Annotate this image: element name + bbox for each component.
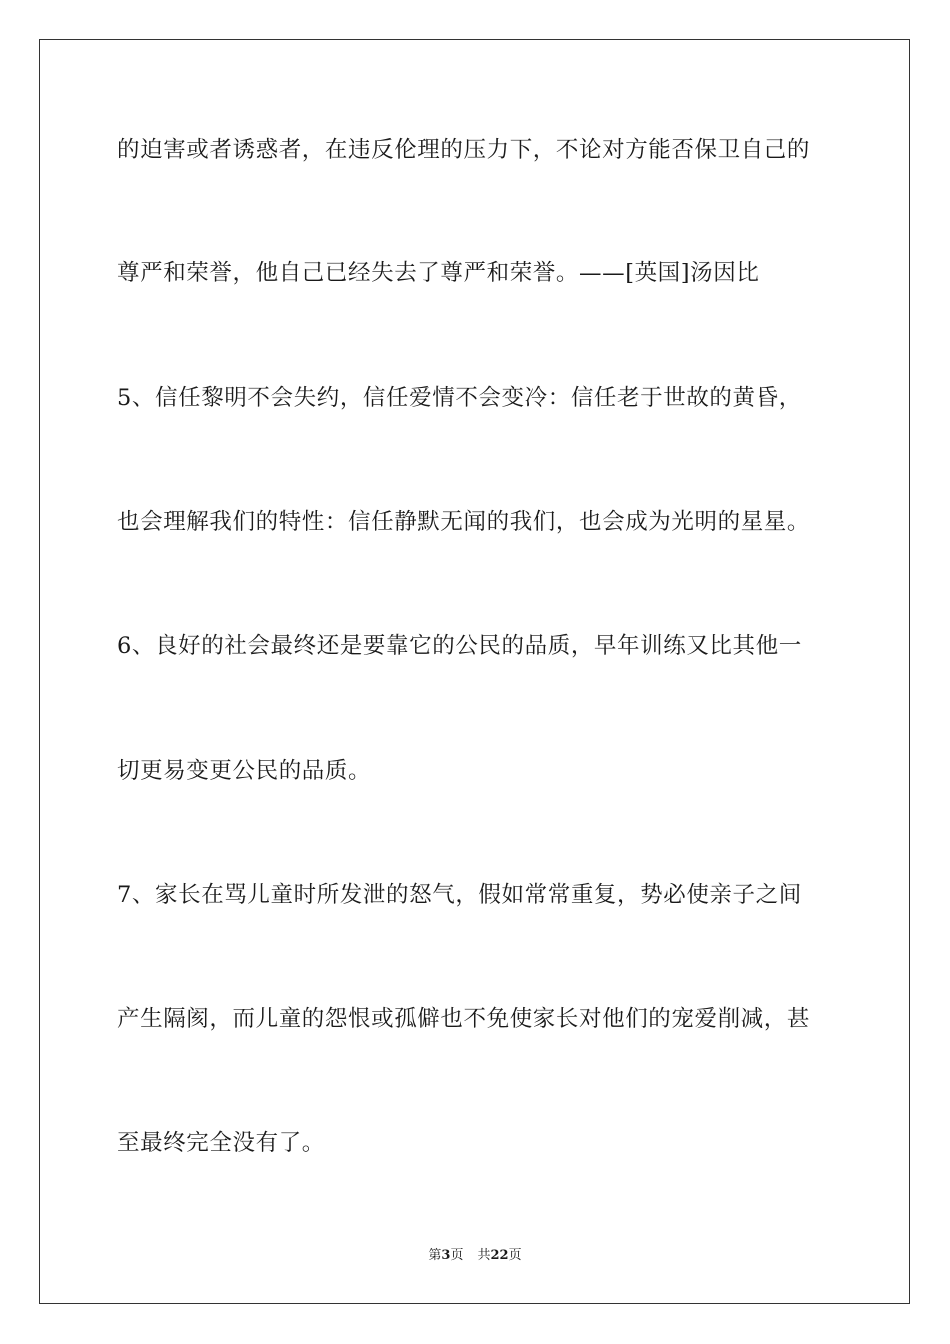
body-line-3: 5、信任黎明不会失约，信任爱情不会变冷：信任老于世故的黄昏， [117,385,802,411]
footer-page-total: 22 [490,1248,509,1263]
footer-page-prefix: 第 [428,1248,442,1263]
body-line-9: 至最终完全没有了。 [117,1130,325,1156]
body-line-1: 的迫害或者诱惑者，在违反伦理的压力下，不论对方能否保卫自己的 [117,137,811,163]
body-line-8: 产生隔阂，而儿童的怨恨或孤僻也不免使家长对他们的宠爱削减，甚 [117,1006,811,1032]
page-border [39,39,910,1304]
footer-page-suffix: 页 [450,1248,464,1263]
body-line-4: 也会理解我们的特性：信任静默无闻的我们，也会成为光明的星星。 [117,509,811,535]
body-line-5: 6、良好的社会最终还是要靠它的公民的品质，早年训练又比其他一 [117,633,802,659]
page-footer [0,1247,950,1265]
body-line-2: 尊严和荣誉，他自己已经失去了尊严和荣誉。——[英国]汤因比 [117,260,760,286]
body-line-6: 切更易变更公民的品质。 [117,758,372,784]
footer-page-current: 3 [441,1248,451,1263]
body-line-7: 7、家长在骂儿童时所发泄的怒气，假如常常重复，势必使亲子之间 [117,882,802,908]
footer-total-suffix: 页 [508,1248,522,1263]
footer-total-prefix: 共 [477,1248,491,1263]
